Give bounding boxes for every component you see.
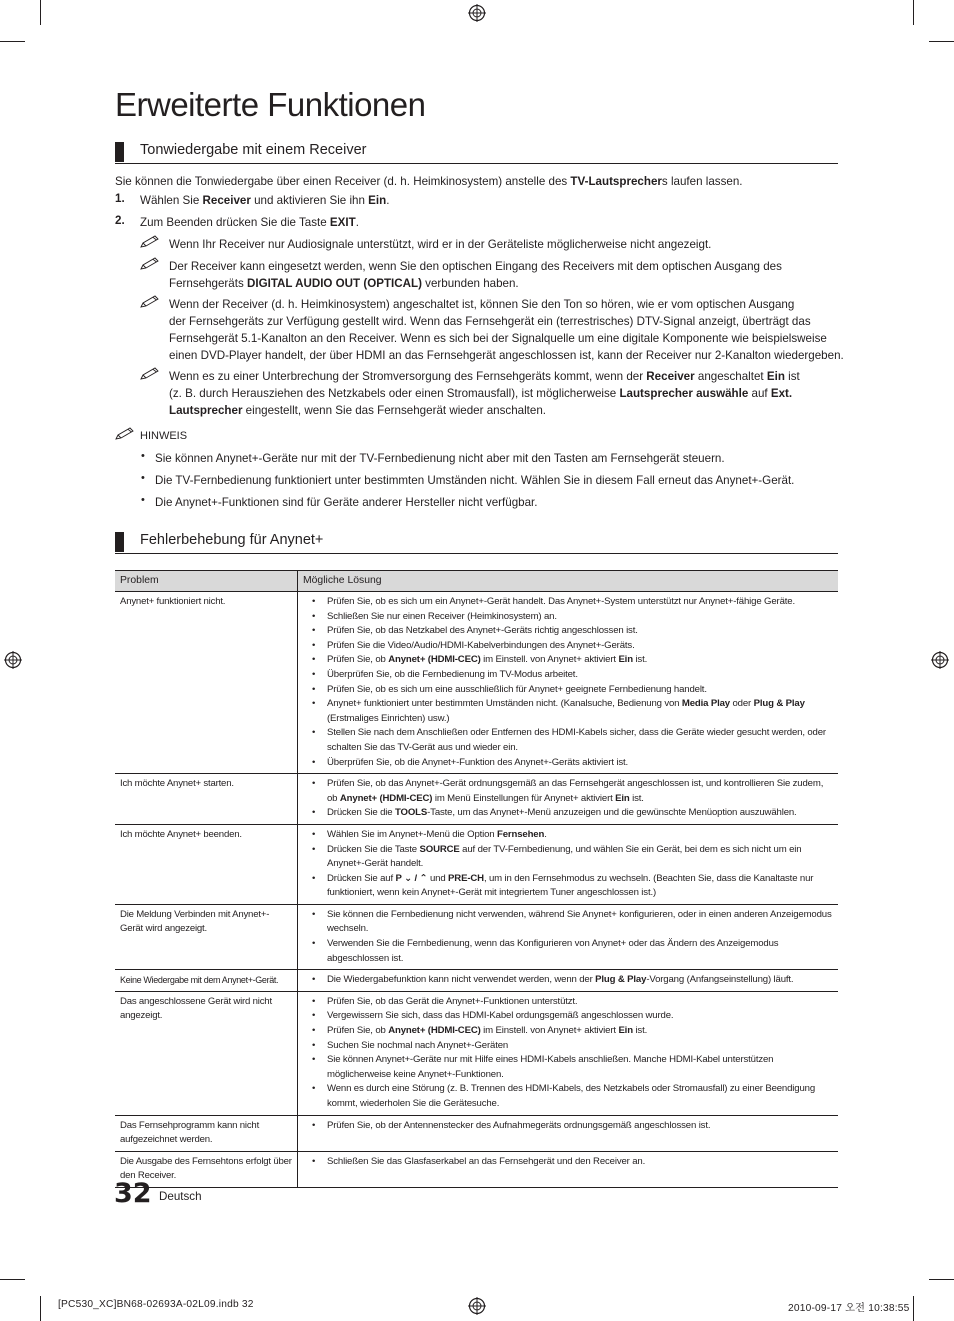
section-heading-text: Tonwiedergabe mit einem Receiver bbox=[140, 142, 367, 158]
solution-list bbox=[312, 973, 833, 988]
crop-mark bbox=[929, 1279, 954, 1280]
column-header-solution: Mögliche Lösung bbox=[298, 571, 839, 592]
table-row bbox=[115, 592, 838, 774]
registration-mark-icon bbox=[468, 1297, 486, 1315]
list-item: • Prüfen Sie, ob es sich um ein Anynet+-Gerät handelt. Das Anynet+-System unterstützt nur Anynet+-fähige Geräte. bbox=[312, 595, 833, 610]
list-item: • Wählen Sie im Anynet+-Menü die Option Fernsehen. bbox=[312, 828, 833, 843]
list-item: • Sie können die Fernbedienung nicht verwenden, während Sie Anynet+ konfigurieren, oder in einen anderen Anzeigemodus wechseln. bbox=[312, 908, 833, 937]
list-item: • Vergewissern Sie sich, dass das HDMI-Kabel ordungsgemäß angeschlossen wurde. bbox=[312, 1009, 833, 1024]
hinweis-item: Die TV-Fernbedienung funktioniert unter bestimmten Umständen nicht. Wählen Sie in diesem Fall erneut das Anynet+-Gerät. bbox=[155, 474, 795, 487]
crop-mark bbox=[40, 0, 41, 25]
problem-cell: Die Ausgabe des Fernsehtons erfolgt über den Receiver. bbox=[115, 1151, 298, 1187]
footer-file: [PC530_XC]BN68-02693A-02L09.indb 32 bbox=[58, 1299, 254, 1310]
step-2: Zum Beenden drücken Sie die Taste EXIT. bbox=[140, 216, 359, 229]
hinweis-item: Sie können Anynet+-Geräte nur mit der TV-Fernbedienung nicht aber mit den Tasten am Fernsehgerät steuern. bbox=[155, 452, 725, 465]
table-row bbox=[115, 904, 838, 969]
registration-mark-icon bbox=[4, 651, 22, 669]
pencil-note-icon bbox=[140, 235, 160, 249]
registration-mark-icon bbox=[931, 651, 949, 669]
crop-mark bbox=[0, 1279, 25, 1280]
column-header-problem: Problem bbox=[115, 571, 298, 592]
step-number: 2. bbox=[115, 214, 125, 227]
solution-list bbox=[312, 828, 833, 901]
solution-cell bbox=[298, 824, 839, 904]
list-item: • Prüfen Sie, ob Anynet+ (HDMI-CEC) im Einstell. von Anynet+ aktiviert Ein ist. bbox=[312, 653, 833, 668]
bullet: • bbox=[141, 450, 145, 462]
crop-mark bbox=[0, 41, 25, 42]
list-item: • Überprüfen Sie, ob die Fernbedienung im TV-Modus arbeitet. bbox=[312, 668, 833, 683]
note-2: Der Receiver kann eingesetzt werden, wenn Sie den optischen Eingang des Receivers mit dem optischen Ausgang des Fernsehgeräts DIGITAL AUDIO OUT (OPTICAL) verbunden haben. bbox=[169, 260, 782, 290]
solution-cell bbox=[298, 970, 839, 992]
list-item: • Verwenden Sie die Fernbedienung, wenn das Konfigurieren von Anynet+ oder das Ändern des Anzeigemodus abgeschlossen ist. bbox=[312, 937, 833, 966]
page-language: Deutsch bbox=[159, 1190, 202, 1203]
page-title: Erweiterte Funktionen bbox=[115, 86, 426, 123]
solution-list bbox=[312, 1155, 833, 1170]
list-item: • Schließen Sie das Glasfaserkabel an das Fernsehgerät und den Receiver an. bbox=[312, 1155, 833, 1170]
pencil-note-icon bbox=[115, 427, 135, 441]
list-item: • Schließen Sie nur einen Receiver (Heimkinosystem) an. bbox=[312, 610, 833, 625]
list-item: • Drücken Sie die Taste SOURCE auf der TV-Fernbedienung, und wählen Sie ein Gerät, bei dem es sich nicht um ein Anynet+-Gerät handelt. bbox=[312, 843, 833, 872]
solution-cell bbox=[298, 991, 839, 1115]
intro-paragraph: Sie können die Tonwiedergabe über einen Receiver (d. h. Heimkinosystem) anstelle des TV-Lautsprechers laufen lassen. bbox=[115, 175, 743, 188]
table-row bbox=[115, 991, 838, 1115]
problem-cell: Das angeschlossene Gerät wird nicht angezeigt. bbox=[115, 991, 298, 1115]
hinweis-item: Die Anynet+-Funktionen sind für Geräte anderer Hersteller nicht verfügbar. bbox=[155, 496, 538, 509]
list-item: • Prüfen Sie die Video/Audio/HDMI-Kabelverbindungen des Anynet+-Geräts. bbox=[312, 639, 833, 654]
list-item: • Drücken Sie die TOOLS-Taste, um das Anynet+-Menü anzuzeigen und die gewünschte Menüoption auszuwählen. bbox=[312, 806, 833, 821]
solution-list bbox=[312, 777, 833, 821]
list-item: • Prüfen Sie, ob das Anynet+-Gerät ordnungsgemäß an das Fernsehgerät angeschlossen ist, und kontrollieren Sie zudem, ob Anynet+ (HDMI-CEC) im Menü Einstellungen für Anynet+ aktiviert Ein ist. bbox=[312, 777, 833, 806]
problem-cell: Ich möchte Anynet+ starten. bbox=[115, 774, 298, 825]
page-number: 32 bbox=[114, 1178, 152, 1209]
list-item: • Drücken Sie auf P ⌄ / ⌃ und PRE-CH, um in den Fernsehmodus zu wechseln. (Beachten Sie, dass die Kanaltaste nur funktioniert, wenn kein Anynet+-Gerät mit integriertem Tuner angeschlossen ist.) bbox=[312, 872, 833, 901]
list-item: • Überprüfen Sie, ob die Anynet+-Funktion des Anynet+-Geräts aktiviert ist. bbox=[312, 756, 833, 771]
crop-mark bbox=[913, 0, 914, 25]
hinweis-label: HINWEIS bbox=[140, 430, 188, 442]
list-item: • Prüfen Sie, ob das Netzkabel des Anynet+-Geräts richtig angeschlossen ist. bbox=[312, 624, 833, 639]
troubleshooting-table bbox=[115, 570, 838, 1188]
solution-cell bbox=[298, 1151, 839, 1187]
step-1: Wählen Sie Receiver und aktivieren Sie ihn Ein. bbox=[140, 194, 390, 207]
list-item: • Stellen Sie nach dem Anschließen oder Entfernen des HDMI-Kabels sicher, dass die Geräte wieder gesucht werden, oder schalten Sie das TV-Gerät aus und wieder ein. bbox=[312, 726, 833, 755]
pencil-note-icon bbox=[140, 367, 160, 381]
note-3: Wenn der Receiver (d. h. Heimkinosystem) angeschaltet ist, können Sie den Ton so hören, wie er vom optischen Ausgang der Fernsehgeräts zur Verfügung gestellt wird. Wenn das Fernsehgerät ein (terrestrisches) DTV-Signal anzeigt, überträgt das Fernsehgerät 5.1-Kanalton an den Receiver. Wenn es sich bei der Signalquelle um eine digitale Komponente wie beispielsweise einen DVD-Player handelt, der über HDMI an das Fernsehgerät angeschlossen ist, kann der Receiver nur 2-Kanalton wiedergeben. bbox=[169, 298, 844, 362]
step-number: 1. bbox=[115, 192, 125, 205]
registration-mark-icon bbox=[468, 4, 486, 22]
list-item: • Prüfen Sie, ob es sich um eine ausschließlich für Anynet+ geeignete Fernbedienung handelt. bbox=[312, 683, 833, 698]
list-item: • Prüfen Sie, ob Anynet+ (HDMI-CEC) im Einstell. von Anynet+ aktiviert Ein ist. bbox=[312, 1024, 833, 1039]
table-row bbox=[115, 1115, 838, 1151]
solution-list bbox=[312, 908, 833, 966]
table-row bbox=[115, 970, 838, 992]
section-bar bbox=[115, 532, 124, 552]
solution-list bbox=[312, 595, 833, 770]
solution-list bbox=[312, 995, 833, 1112]
list-item: • Die Wiedergabefunktion kann nicht verwendet werden, wenn der Plug & Play-Vorgang (Anfangseinstellung) läuft. bbox=[312, 973, 833, 988]
section-heading-text: Fehlerbehebung für Anynet+ bbox=[140, 532, 324, 548]
problem-cell: Das Fernsehprogramm kann nicht aufgezeichnet werden. bbox=[115, 1115, 298, 1151]
problem-cell: Keine Wiedergabe mit dem Anynet+-Gerät. bbox=[115, 970, 298, 992]
list-item: • Suchen Sie nochmal nach Anynet+-Geräten bbox=[312, 1039, 833, 1054]
crop-mark bbox=[913, 1296, 914, 1321]
solution-cell bbox=[298, 1115, 839, 1151]
footer-date: 2010-09-17 오전 10:38:55 bbox=[788, 1303, 910, 1314]
section-heading-troubleshooting bbox=[115, 531, 838, 554]
section-bar bbox=[115, 142, 124, 162]
problem-cell: Die Meldung Verbinden mit Anynet+-Gerät wird angezeigt. bbox=[115, 904, 298, 969]
crop-mark bbox=[929, 41, 954, 42]
pencil-note-icon bbox=[140, 295, 160, 309]
table-row bbox=[115, 774, 838, 825]
crop-mark bbox=[40, 1296, 41, 1321]
list-item: • Prüfen Sie, ob das Gerät die Anynet+-Funktionen unterstützt. bbox=[312, 995, 833, 1010]
note-4: Wenn es zu einer Unterbrechung der Stromversorgung des Fernsehgeräts kommt, wenn der Receiver angeschaltet Ein ist (z. B. durch Herausziehen des Netzkabels oder einen Stromausfall), ist möglicherweise Lautsprecher auswähle auf Ext. Lautsprecher eingestellt, wenn Sie das Fernsehgerät wieder anschalten. bbox=[169, 370, 800, 417]
table-header-row bbox=[115, 571, 838, 592]
list-item: • Wenn es durch eine Störung (z. B. Trennen des HDMI-Kabels, des Netzkabels oder Stromausfall) zu einer Beendigung kommt, wiederholen Sie die Gerätesuche. bbox=[312, 1082, 833, 1111]
pencil-note-icon bbox=[140, 257, 160, 271]
list-item: • Anynet+ funktioniert unter bestimmten Umständen nicht. (Kanalsuche, Bedienung von Media Play oder Plug & Play (Erstmaliges Einrichten) usw.) bbox=[312, 697, 833, 726]
problem-cell: Anynet+ funktioniert nicht. bbox=[115, 592, 298, 774]
list-item: • Sie können Anynet+-Geräte nur mit Hilfe eines HDMI-Kabels anschließen. Manche HDMI-Kabel unterstützen möglicherweise keine Anynet+-Funktionen. bbox=[312, 1053, 833, 1082]
solution-cell bbox=[298, 904, 839, 969]
problem-cell: Ich möchte Anynet+ beenden. bbox=[115, 824, 298, 904]
solution-cell bbox=[298, 592, 839, 774]
table-row bbox=[115, 824, 838, 904]
note-1: Wenn Ihr Receiver nur Audiosignale unterstützt, wird er in der Geräteliste möglicherweise nicht angezeigt. bbox=[169, 238, 712, 251]
table-row bbox=[115, 1151, 838, 1187]
section-heading-receiver bbox=[115, 141, 838, 164]
list-item: • Prüfen Sie, ob der Antennenstecker des Aufnahmegeräts ordnungsgemäß angeschlossen ist. bbox=[312, 1119, 833, 1134]
bullet: • bbox=[141, 494, 145, 506]
bullet: • bbox=[141, 472, 145, 484]
solution-cell bbox=[298, 774, 839, 825]
solution-list bbox=[312, 1119, 833, 1134]
